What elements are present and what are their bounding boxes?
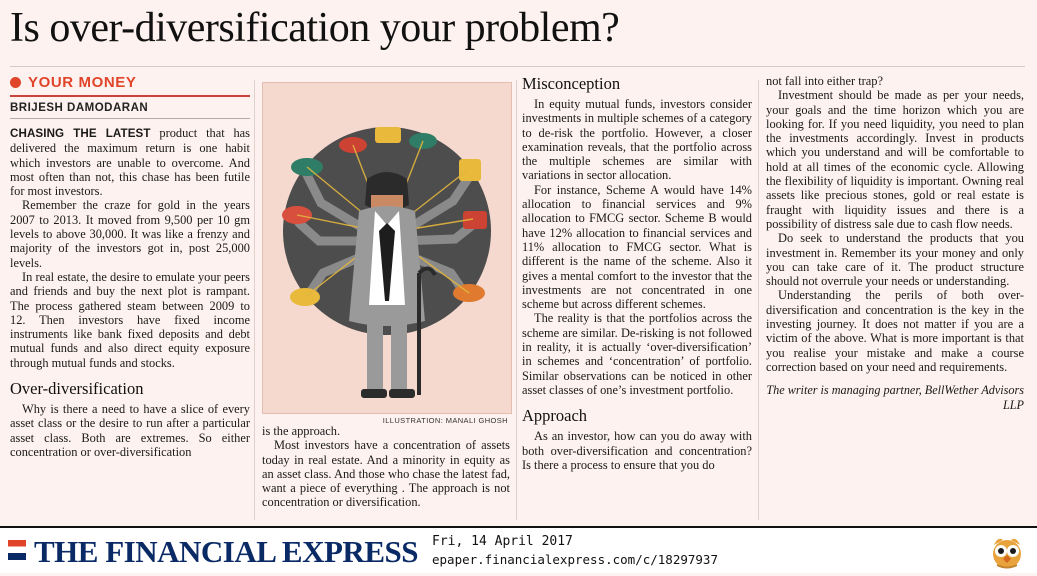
article-column-2 <box>262 424 510 510</box>
header-divider <box>10 66 1025 67</box>
column-divider-1 <box>254 80 255 520</box>
column-divider-3 <box>758 80 759 520</box>
author-credit: The writer is managing partner, BellWether Advisors LLP <box>766 383 1024 412</box>
paragraph: The reality is that the portfolios across the scheme are similar. De-risking is not followed in reality, it is actually ‘over-diversification’ in schemes and ‘concentration’ of portfolio. Similar observations can be noticed in other asset classes of one’s investment portfolio. <box>522 311 752 397</box>
paragraph: Why is there a need to have a slice of every asset class or the desire to run after a particular asset class. Both are extremes. So either concentration or over-diversification <box>10 402 250 459</box>
article-column-3 <box>522 74 752 472</box>
bullet-dot-icon <box>10 77 21 88</box>
column-divider-2 <box>516 80 517 520</box>
juggler-illustration-svg <box>263 83 511 413</box>
page-title: Is over-diversification your problem? <box>10 5 620 51</box>
footer-bar <box>0 526 1037 573</box>
paragraph: is the approach. <box>262 424 341 438</box>
masthead-logo: THE FINANCIAL EXPRESS <box>34 534 418 569</box>
illustration-block <box>262 82 510 425</box>
paragraph: For instance, Scheme A would have 14% allocation to financial services and 9% allocation to FMCG sector. Scheme B would have 12% allocation to financial services and 11% allocation to FMCG sector. What is different is the name of the scheme. Also it gives a mental comfort to the investor that the investments are not concentrated in one scheme but across different schemes. <box>522 182 752 312</box>
paragraph <box>10 126 250 198</box>
flag-mark-icon <box>8 540 26 560</box>
kicker-label: YOUR MONEY <box>28 74 137 91</box>
paragraph: As an investor, how can you do away with both over-diversification and concentration? Is there a process to ensure that you do <box>522 429 752 472</box>
byline-divider <box>10 118 250 119</box>
paragraph-text: product that has delivered the maximum return is one habit which investors are unable to overcome. And most often than not, this chase has been futile for most investors. <box>10 126 250 199</box>
illustration-image <box>262 82 512 414</box>
paragraph: Understanding the perils of both over-diversification and concentration is the key in the investing journey. It does not matter if you are a victim of the above. What is more important is that you realise your mistake and make a course correction based on your need and requirements. <box>766 288 1024 374</box>
illustration-credit: ILLUSTRATION: MANALI GHOSH <box>382 416 508 425</box>
subheading: Misconception <box>522 74 621 93</box>
kicker-divider <box>10 95 250 97</box>
paragraph: not fall into either trap? <box>766 74 883 88</box>
paragraph: Most investors have a concentration of assets today in real estate. And a minority in equity as an asset class. And those who chase the latest fad, want a piece of everything . The approach is not concentration or diversification. <box>262 438 510 510</box>
epaper-url[interactable]: epaper.financialexpress.com/c/18297937 <box>432 552 718 567</box>
byline: BRIJESH DAMODARAN <box>10 102 149 114</box>
paragraph: Remember the craze for gold in the years 2007 to 2013. It moved from 9,500 per 10 gm levels to above 30,000. It was like a frenzy and majority of the investors got in, post 25,000 levels. <box>10 198 250 270</box>
subheading: Over-diversification <box>10 379 144 399</box>
publication-date: Fri, 14 April 2017 <box>432 534 573 549</box>
subheading: Approach <box>522 406 588 426</box>
paragraph: In real estate, the desire to emulate your peers and friends and buy the next plot is rampant. The process gathered steam between 2009 to 12. Then investors have fixed income instruments like bank fixed deposits and debt mutual funds and also direct equity exposure through mutual funds and stocks. <box>10 269 250 370</box>
article-column-1 <box>10 74 250 459</box>
article-column-4 <box>766 74 1024 412</box>
paragraph: In equity mutual funds, investors consider investments in multiple schemes of a category to de-risk the portfolio. However, a closer examination reveals, that the portfolio across the multiple schemes are similar with variations in sector allocation. <box>522 97 752 183</box>
paragraph: Do seek to understand the products that you investment in. Remember its your money and only you can take care of it. The product structure should not overrule your needs or understanding. <box>766 231 1024 289</box>
lead-in-text: CHASING THE LATEST <box>10 127 151 140</box>
paragraph: Investment should be made as per your needs, your goals and the time horizon which you are looking for. If you need liquidity, you need to plan the investments accordingly. Invest in products which you understand and will be comfortable to hold at all times of the economic cycle. Allowing the flexibility of liquidity is important. Owning real assets like precious stones, gold or real estate is fraught with liquidity issues and there is a possibility of distress sale due to cash flow needs. <box>766 88 1024 231</box>
owl-icon <box>987 531 1027 571</box>
section-kicker <box>10 74 250 91</box>
